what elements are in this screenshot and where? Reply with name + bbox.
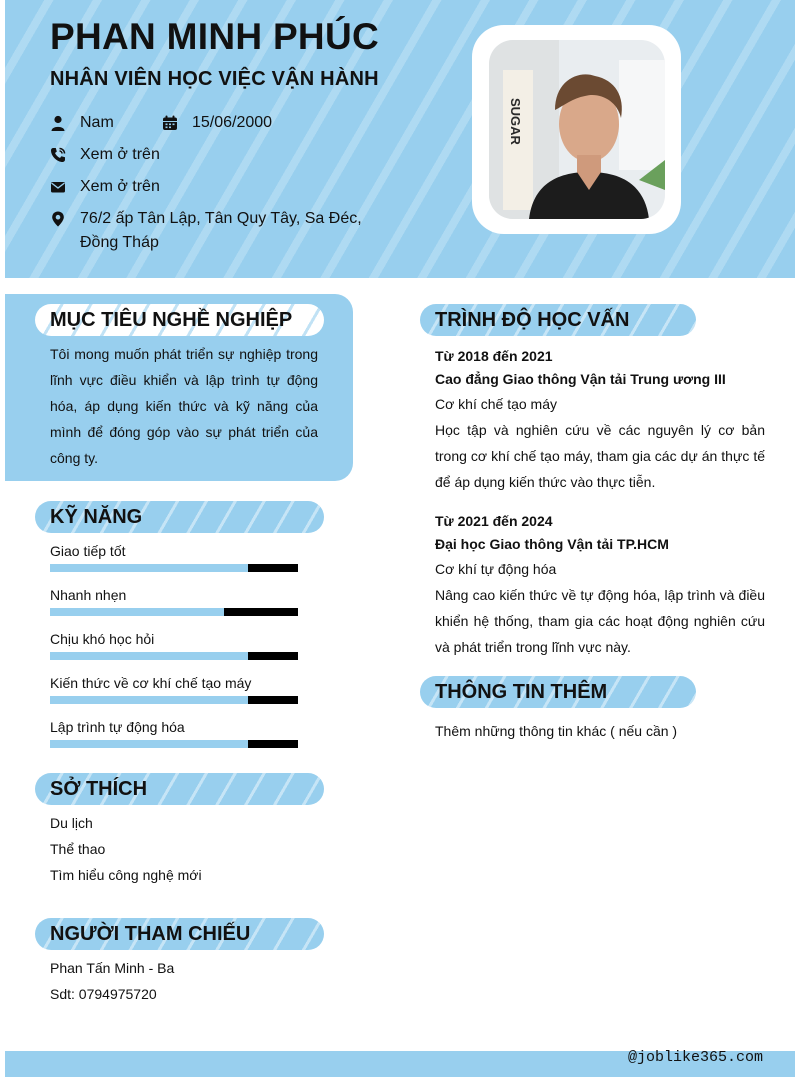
skill-name: Kiến thức về cơ khí chế tạo máy (50, 675, 252, 691)
portrait-illustration (489, 40, 665, 219)
profile-photo (489, 40, 665, 219)
skill-level-bar (50, 740, 298, 748)
skill-level-fill (50, 564, 248, 572)
hobby-item: Thể thao (50, 841, 106, 857)
skill-item (50, 673, 298, 704)
skill-name: Giao tiếp tốt (50, 543, 126, 559)
footer-watermark: @joblike365.com (627, 1049, 763, 1066)
education-description: Nâng cao kiến thức về tự động hóa, lập trình và điều khiển hệ thống, tham gia các hoạt động nghiên cứu và phát triển trong lĩnh vực này. (435, 587, 765, 655)
email-value: Xem ở trên (80, 178, 160, 195)
skill-level-bar (50, 696, 298, 704)
user-icon (50, 111, 80, 135)
skill-name: Lập trình tự động hóa (50, 719, 185, 735)
hobbies-heading: SỞ THÍCH (35, 773, 324, 805)
education-major: Cơ khí chế tạo máy (435, 396, 558, 412)
email-icon (50, 175, 80, 199)
footer-bar (5, 1051, 795, 1077)
references-list (50, 955, 174, 1007)
email-row (50, 175, 160, 199)
birthday-value: 15/06/2000 (192, 114, 273, 131)
location-pin-icon (50, 207, 80, 231)
profile-photo-frame (472, 25, 681, 234)
reference-item: Phan Tấn Minh - Ba (50, 960, 175, 976)
phone-icon (50, 143, 80, 167)
gender-value: Nam (80, 114, 114, 131)
birthday-row (162, 111, 272, 135)
skill-name: Chịu khó học hỏi (50, 631, 155, 647)
education-description: Học tập và nghiên cứu về các nguyên lý cơ bản trong cơ khí chế tạo máy, tham gia các dự án thực tế để áp dụng kiến thức vào thực tiễn. (435, 422, 765, 490)
objective-heading: MỤC TIÊU NGHỀ NGHIỆP (35, 304, 324, 336)
job-title: NHÂN VIÊN HỌC VIỆC VẬN HÀNH (50, 68, 379, 90)
skill-level-fill (50, 608, 224, 616)
skill-level-fill (50, 740, 248, 748)
skill-name: Nhanh nhẹn (50, 587, 127, 603)
hobbies-list (50, 810, 202, 888)
skill-level-fill (50, 652, 248, 660)
calendar-icon (162, 111, 192, 135)
education-entry (435, 345, 765, 495)
skill-level-bar (50, 652, 298, 660)
education-period: Từ 2018 đến 2021 (435, 348, 553, 364)
skill-level-bar (50, 564, 298, 572)
education-school: Đại học Giao thông Vận tải TP.HCM (435, 536, 669, 552)
phone-row (50, 143, 160, 167)
photo-sign-text: SUGAR (508, 98, 523, 145)
reference-item: Sdt: 0794975720 (50, 986, 157, 1002)
extra-info-text: Thêm những thông tin khác ( nếu cần ) (435, 723, 678, 739)
skill-level-bar (50, 608, 298, 616)
skills-heading: KỸ NĂNG (35, 501, 324, 533)
skill-item (50, 629, 298, 660)
hobby-item: Tìm hiểu công nghệ mới (50, 867, 202, 883)
gender-row (50, 111, 114, 135)
header-banner (5, 0, 795, 278)
address-value: 76/2 ấp Tân Lập, Tân Quy Tây, Sa Đéc, Đồng Tháp (80, 210, 362, 251)
phone-value: Xem ở trên (80, 146, 160, 163)
extra-info-heading: THÔNG TIN THÊM (420, 676, 696, 708)
objective-text: Tôi mong muốn phát triển sự nghiệp trong lĩnh vực điều khiển và lập trình tự động hóa, áp dụng kiến thức và kỹ năng của mình để đóng góp vào sự phát triển của công ty. (50, 346, 318, 466)
education-major: Cơ khí tự động hóa (435, 561, 557, 577)
skill-item (50, 585, 298, 616)
skill-item (50, 717, 298, 748)
address-row (50, 207, 390, 255)
education-period: Từ 2021 đến 2024 (435, 513, 553, 529)
skill-item (50, 541, 298, 572)
education-school: Cao đẳng Giao thông Vận tải Trung ương III (435, 371, 726, 387)
candidate-name: PHAN MINH PHÚC (50, 16, 379, 57)
skill-level-fill (50, 696, 248, 704)
education-entry (435, 510, 765, 660)
education-heading: TRÌNH ĐỘ HỌC VẤN (420, 304, 696, 336)
hobby-item: Du lịch (50, 815, 93, 831)
references-heading: NGƯỜI THAM CHIẾU (35, 918, 324, 950)
